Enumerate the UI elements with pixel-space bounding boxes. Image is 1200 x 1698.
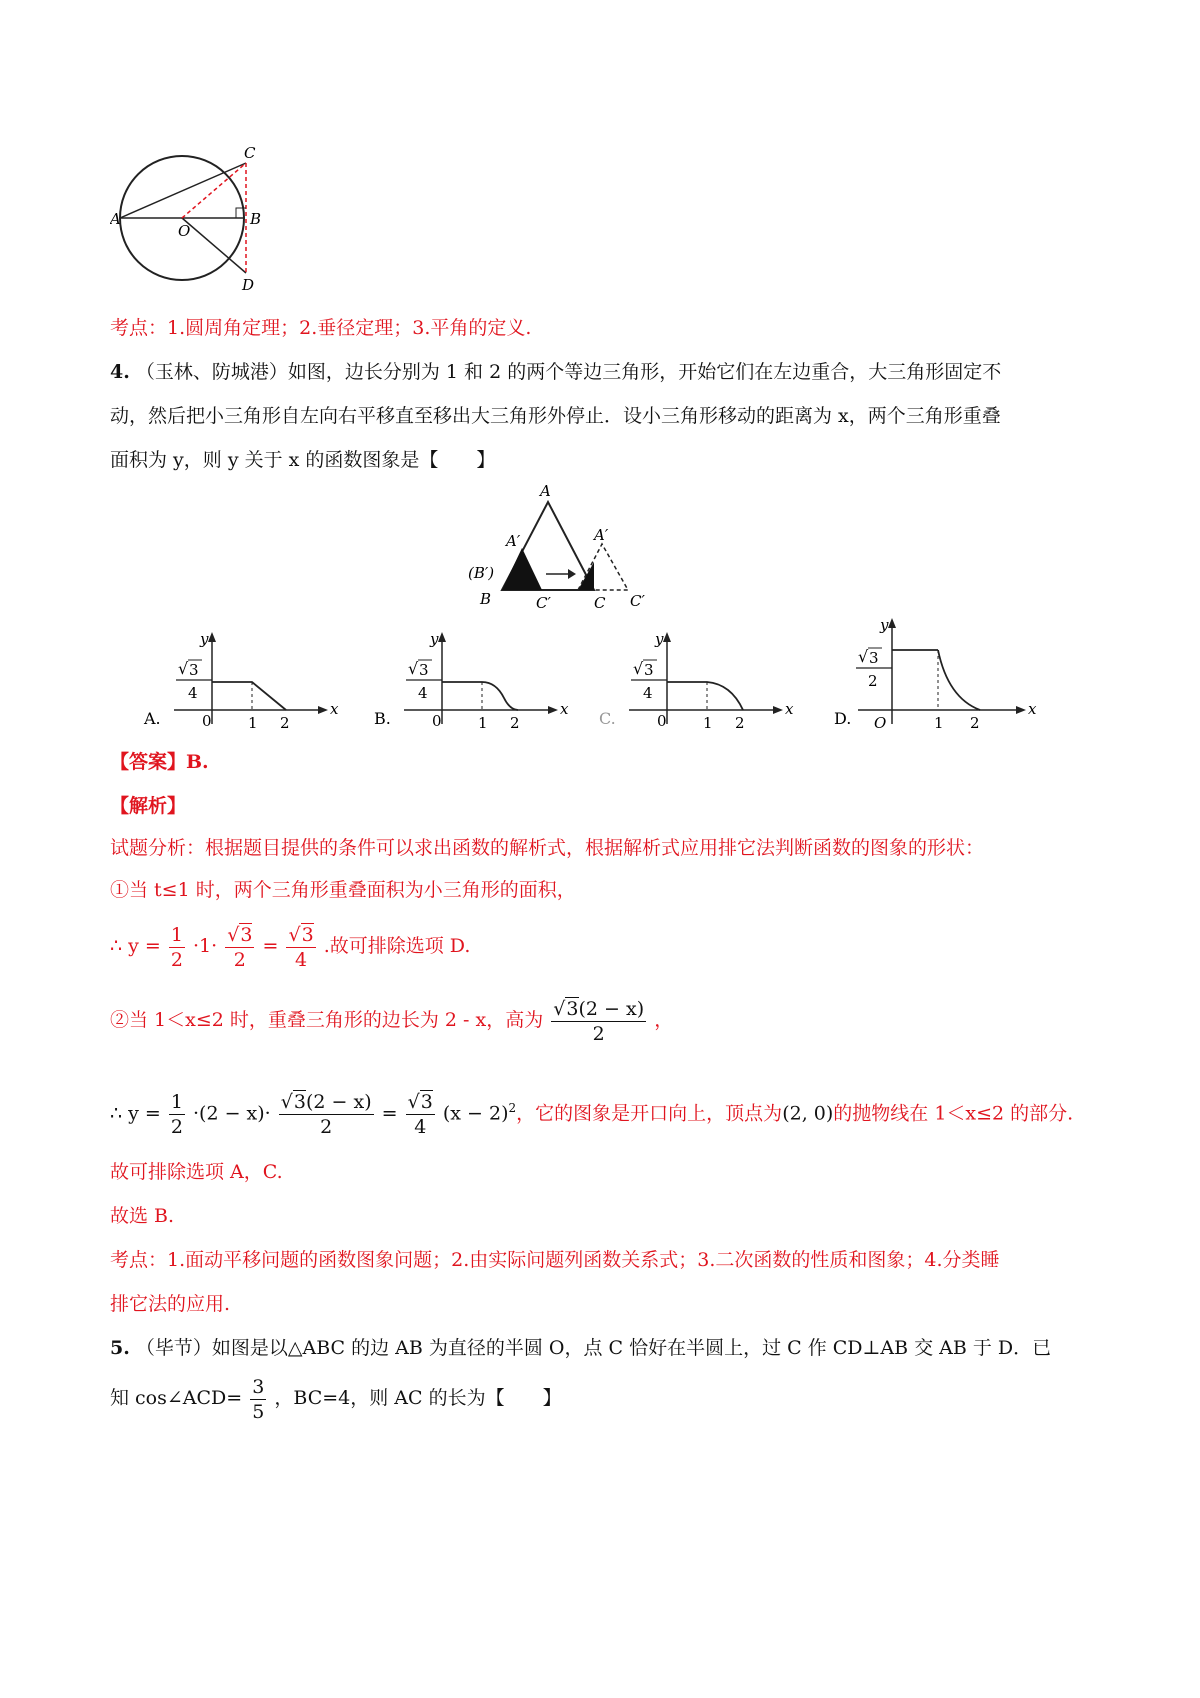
- y-tick-num: 3: [419, 661, 429, 679]
- label-c: C: [594, 594, 606, 610]
- x-arrow: [1016, 706, 1026, 714]
- option-c-graph: [595, 628, 795, 738]
- x-tick-1: 1: [248, 714, 258, 732]
- x-arrow: [548, 706, 558, 714]
- question-number: 5.: [110, 1337, 130, 1359]
- numerator: √3: [288, 923, 314, 946]
- label-b: B: [250, 210, 262, 228]
- numerator: 3: [252, 1375, 265, 1398]
- analysis-line-1: 试题分析：根据题目提供的条件可以求出函数的解析式，根据解析式应用排它法判断函数的图象的形状：: [110, 837, 985, 859]
- y-tick-num: 3: [644, 661, 654, 679]
- denominator: 2: [170, 1115, 183, 1138]
- label-a: A: [540, 482, 551, 500]
- label-d: D: [242, 276, 255, 294]
- case-2-tail: ，: [654, 1009, 674, 1031]
- x-tick-1: 1: [934, 714, 944, 732]
- numerator: √3: [227, 923, 253, 946]
- origin-label: 0: [202, 712, 212, 730]
- question-5-line1: [110, 1334, 1051, 1362]
- vertex: (2, 0): [782, 1102, 834, 1125]
- origin-label: 0: [657, 712, 667, 730]
- label-c-prime-1: C′: [536, 594, 551, 610]
- y-label: y: [200, 630, 209, 648]
- small-triangle-start: [502, 548, 542, 590]
- x-label: x: [330, 700, 339, 718]
- exponent: 2: [508, 1101, 517, 1115]
- numerator: √3(2 − x): [553, 997, 645, 1020]
- triangle-figure: [460, 480, 680, 610]
- y-tick-num: 3: [869, 649, 879, 667]
- radicand: 3: [293, 1090, 306, 1113]
- x-label: x: [785, 700, 794, 718]
- y-tick-den: 4: [188, 684, 198, 702]
- eq-equals: =: [262, 935, 279, 957]
- label-c-prime-2: C′: [630, 592, 645, 610]
- denominator: 2: [170, 948, 183, 971]
- function-curve: [938, 650, 980, 710]
- radicand: 3: [301, 923, 314, 946]
- option-label: D.: [834, 709, 852, 728]
- sqrt-sign: √: [858, 647, 869, 666]
- option-label: B.: [374, 709, 391, 728]
- y-label: y: [655, 630, 664, 648]
- function-curve: [667, 682, 743, 710]
- x-tick-2: 2: [970, 714, 980, 732]
- x-tick-2: 2: [280, 714, 290, 732]
- answer: 【答案】B.: [110, 751, 209, 773]
- x-label: x: [560, 700, 569, 718]
- eq-tail-2: 的抛物线在 1＜x≤2 的部分.: [833, 1102, 1074, 1125]
- choose-line: 故选 B.: [110, 1205, 175, 1227]
- case-2: [110, 994, 673, 1046]
- label-o: O: [178, 222, 191, 240]
- eq-mid: ·1·: [193, 935, 218, 957]
- label-a-prime-2: A′: [594, 526, 609, 544]
- radicand: 3: [566, 997, 579, 1020]
- question-text: 知 cos∠ACD=: [110, 1387, 243, 1409]
- factor: (2 − x): [578, 997, 645, 1020]
- y-tick-num: 3: [189, 661, 199, 679]
- fraction-three-fifths: [250, 1375, 266, 1424]
- x-tick-2: 2: [735, 714, 745, 732]
- x-tick-1: 1: [703, 714, 713, 732]
- eq-lead: ∴ y =: [110, 935, 161, 957]
- segment-ac: [120, 163, 246, 218]
- question-number: 4.: [110, 361, 130, 383]
- denominator: 4: [414, 1115, 427, 1138]
- analysis-line-2: ①当 t≤1 时，两个三角形重叠面积为小三角形的面积，: [110, 879, 576, 901]
- eq-equals: =: [381, 1102, 398, 1125]
- fraction-sqrt3-over-2: [225, 923, 254, 972]
- option-b-graph: [370, 628, 570, 738]
- sqrt-sign: √: [178, 659, 189, 678]
- option-label: A.: [144, 709, 161, 728]
- equation-2: [110, 1082, 1073, 1139]
- denominator: 2: [592, 1022, 605, 1045]
- x-tick-1: 1: [478, 714, 488, 732]
- numerator: √3: [407, 1090, 433, 1113]
- kaodian-1: 考点：1.圆周角定理；2.垂径定理；3.平角的定义.: [110, 317, 532, 339]
- fraction-half: [169, 1090, 185, 1139]
- y-arrow: [208, 632, 216, 642]
- eq-factor: ·(2 − x)·: [193, 1102, 271, 1125]
- exclude-line: 故可排除选项 A，C.: [110, 1161, 283, 1183]
- option-d-graph: [830, 612, 1040, 738]
- move-arrow-head: [568, 569, 576, 579]
- y-arrow: [888, 618, 896, 628]
- question-text: （毕节）如图是以△ABC 的边 AB 为直径的半圆 O，点 C 恰好在半圆上，过 C 作 CD⊥AB 交 AB 于 D．已: [135, 1337, 1052, 1359]
- label-a-prime-1: A′: [506, 532, 521, 550]
- fraction-height: [279, 1090, 374, 1139]
- eq-tail: .故可排除选项 D.: [323, 935, 471, 957]
- label-b-prime: (B′): [468, 564, 495, 582]
- circle-figure: [110, 138, 310, 298]
- eq-tail: ，它的图象是开口向上，顶点为: [516, 1102, 783, 1125]
- fraction-sqrt3-over-4: [286, 923, 315, 972]
- denominator: 2: [233, 948, 246, 971]
- y-arrow: [663, 632, 671, 642]
- denominator: 2: [320, 1115, 333, 1138]
- function-curve: [442, 682, 518, 710]
- fraction-sqrt3-over-4: [406, 1090, 435, 1139]
- origin-label: O: [874, 714, 887, 732]
- fraction-half: [169, 923, 185, 972]
- question-text: （玉林、防城港）如图，边长分别为 1 和 2 的两个等边三角形，开始它们在左边重合，大三角形固定不: [135, 361, 1002, 383]
- eq-lead: ∴ y =: [110, 1102, 161, 1125]
- question-4-line2: 动，然后把小三角形自左向右平移直至移出大三角形外停止．设小三角形移动的距离为 x，两个三角形重叠: [110, 405, 1001, 427]
- x-arrow: [318, 706, 328, 714]
- function-curve: [212, 682, 286, 710]
- numerator: 1: [170, 923, 183, 946]
- y-tick-den: 4: [643, 684, 653, 702]
- fraction-height: [551, 997, 646, 1046]
- kaodian-2-line-1: 考点：1.面动平移问题的函数图象问题；2.由实际问题列函数关系式；3.二次函数的性质和图象；4.分类睡: [110, 1249, 1000, 1271]
- factor: (2 − x): [305, 1090, 372, 1113]
- option-label: C.: [599, 709, 616, 728]
- x-arrow: [773, 706, 783, 714]
- question-4-line1: [110, 358, 1001, 386]
- option-a-graph: [140, 628, 340, 738]
- eq-square: (x − 2): [442, 1102, 509, 1125]
- numerator: √3(2 − x): [280, 1090, 372, 1113]
- sqrt-sign: √: [408, 659, 419, 678]
- x-label: x: [1028, 700, 1037, 718]
- segment-od: [182, 218, 246, 273]
- question-4-line3: 面积为 y，则 y 关于 x 的函数图象是【 】: [110, 449, 496, 471]
- denominator: 4: [295, 948, 308, 971]
- radicand: 3: [240, 923, 253, 946]
- y-arrow: [438, 632, 446, 642]
- sqrt-sign: √: [633, 659, 644, 678]
- radicand: 3: [420, 1090, 433, 1113]
- y-tick-den: 4: [418, 684, 428, 702]
- y-label: y: [880, 616, 889, 634]
- origin-label: 0: [432, 712, 442, 730]
- y-label: y: [430, 630, 439, 648]
- equation-1: [110, 920, 470, 972]
- kaodian-2-line-2: 排它法的应用.: [110, 1293, 231, 1315]
- x-tick-2: 2: [510, 714, 520, 732]
- label-a: A: [110, 210, 121, 228]
- label-c: C: [244, 144, 256, 162]
- case-2-text: ②当 1＜x≤2 时，重叠三角形的边长为 2 - x，高为: [110, 1009, 544, 1031]
- question-text-tail: ，BC=4，则 AC 的长为【 】: [274, 1387, 562, 1409]
- numerator: 1: [170, 1090, 183, 1113]
- analysis-title: 【解析】: [110, 795, 187, 817]
- y-tick-den: 2: [868, 672, 878, 690]
- denominator: 5: [252, 1400, 265, 1423]
- label-b: B: [480, 590, 492, 608]
- question-5-line2: [110, 1372, 562, 1424]
